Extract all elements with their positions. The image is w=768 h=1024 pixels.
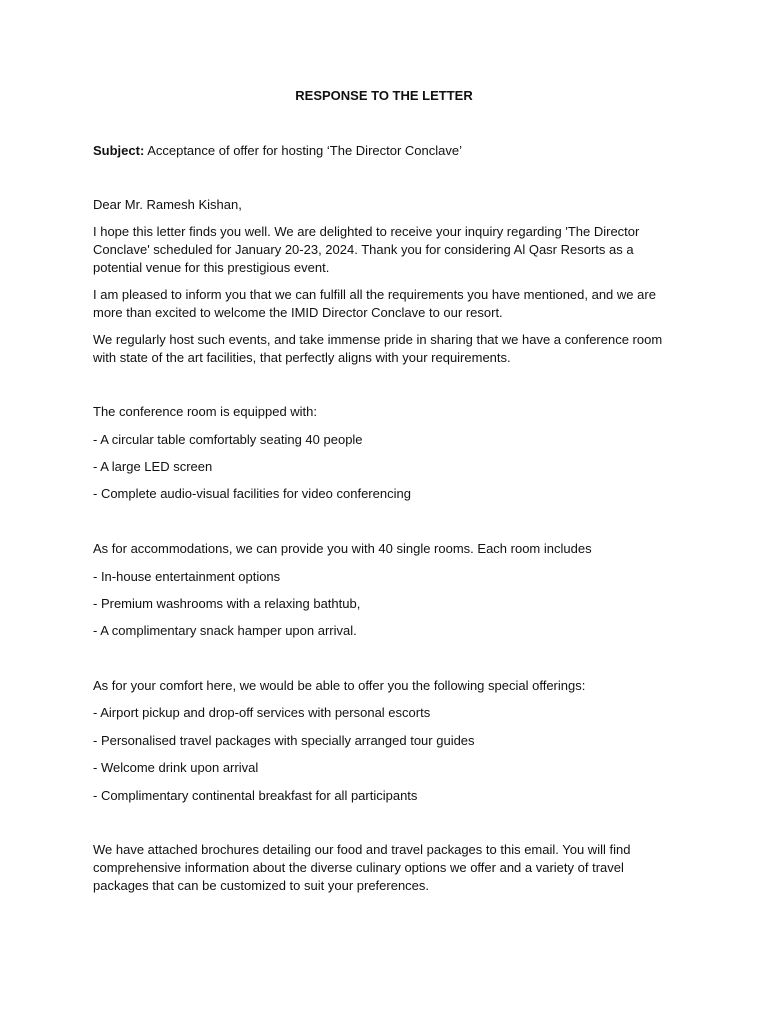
paragraph-line: more than excited to welcome the IMID Director Conclave to our resort. xyxy=(93,305,503,320)
salutation: Dear Mr. Ramesh Kishan, xyxy=(93,197,242,212)
paragraph-line: We regularly host such events, and take immense pride in sharing that we have a conference room xyxy=(93,332,663,347)
conference-intro: The conference room is equipped with: xyxy=(93,404,318,419)
accommodation-item: - In-house entertainment options xyxy=(93,569,281,584)
paragraph-line: potential venue for this prestigious event. xyxy=(93,260,330,275)
offerings-item: - Complimentary continental breakfast for all participants xyxy=(93,788,418,803)
offerings-item: - Welcome drink upon arrival xyxy=(93,760,259,775)
paragraph-intro xyxy=(93,223,673,277)
conference-item: - A large LED screen xyxy=(93,459,213,474)
accommodation-item: - Premium washrooms with a relaxing bathtub, xyxy=(93,596,361,611)
document-title: RESPONSE TO THE LETTER xyxy=(295,88,473,103)
subject-text: Acceptance of offer for hosting ‘The Director Conclave’ xyxy=(144,143,462,158)
paragraph-line: with state of the art facilities, that perfectly aligns with your requirements. xyxy=(93,350,511,365)
paragraph-line: packages that can be customized to suit your preferences. xyxy=(93,878,430,893)
paragraph-line: Conclave' scheduled for January 20-23, 2024. Thank you for considering Al Qasr Resorts as a xyxy=(93,242,634,257)
closing-paragraph xyxy=(93,841,673,895)
subject-label: Subject: xyxy=(93,143,145,158)
paragraph-line: comprehensive information about the diverse culinary options we offer and a variety of travel xyxy=(93,860,624,875)
paragraph-line: I hope this letter finds you well. We are delighted to receive your inquiry regarding 'The Director xyxy=(93,224,640,239)
offerings-intro: As for your comfort here, we would be able to offer you the following special offerings: xyxy=(93,678,586,693)
paragraph-events xyxy=(93,331,673,367)
paragraph-line: We have attached brochures detailing our food and travel packages to this email. You will find xyxy=(93,842,631,857)
paragraph-line: I am pleased to inform you that we can fulfill all the requirements you have mentioned, and we are xyxy=(93,287,656,302)
paragraph-requirements xyxy=(93,286,673,322)
offerings-item: - Airport pickup and drop-off services with personal escorts xyxy=(93,705,431,720)
subject-line xyxy=(93,142,673,160)
conference-item: - Complete audio-visual facilities for video conferencing xyxy=(93,486,411,501)
accommodation-intro: As for accommodations, we can provide you with 40 single rooms. Each room includes xyxy=(93,541,592,556)
accommodation-item: - A complimentary snack hamper upon arrival. xyxy=(93,623,357,638)
offerings-item: - Personalised travel packages with specially arranged tour guides xyxy=(93,733,475,748)
conference-item: - A circular table comfortably seating 40 people xyxy=(93,432,363,447)
